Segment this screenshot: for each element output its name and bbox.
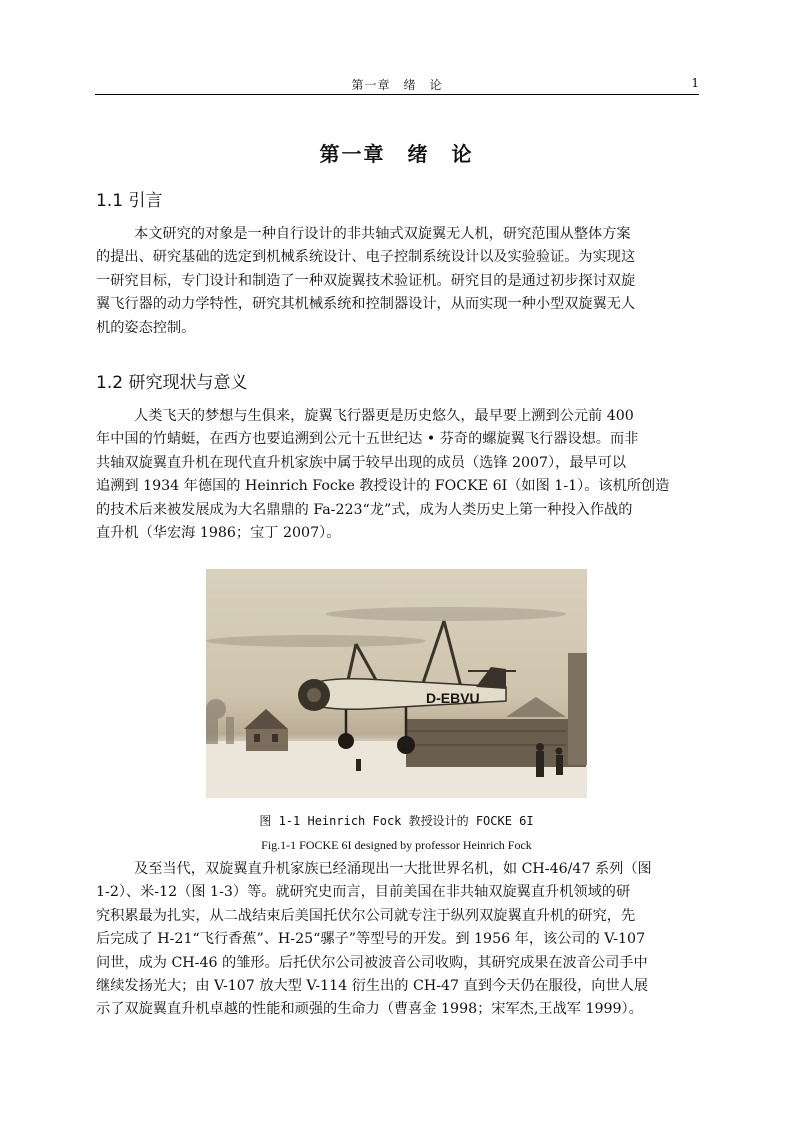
- text-line: 后完成了 H-21“飞行香蕉”、H-25“骡子”等型号的开发。到 1956 年，该公司的 V-107: [96, 931, 646, 948]
- text-line: 的提出、研究基础的选定到机械系统设计、电子控制系统设计以及实验验证。为实现这: [96, 249, 636, 266]
- text-line: 追溯到 1934 年德国的 Heinrich Focke 教授设计的 FOCKE 6I（如图 1-1）。该机所创造: [96, 478, 670, 495]
- modern-paragraph: [96, 858, 700, 1022]
- text-line: 共轴双旋翼直升机在现代直升机家族中属于较早出现的成员（选锋 2007），最早可以: [96, 454, 627, 471]
- text-line: 本文研究的对象是一种自行设计的非共轴式双旋翼无人机，研究范围从整体方案: [134, 226, 631, 242]
- figure-caption-chinese: 图 1-1 Heinrich Fock 教授设计的 FOCKE 6I: [259, 814, 534, 828]
- text-line: 问世，成为 CH-46 的雏形。后托伏尔公司被波音公司收购，其研究成果在波音公司手中: [96, 954, 648, 971]
- running-head: 第一章 绪 论: [351, 78, 443, 92]
- intro-paragraph: [96, 223, 700, 340]
- text-line: 人类飞天的梦想与生俱来，旋翼飞行器更是历史悠久，最早要上溯到公元前 400: [134, 408, 634, 424]
- section-heading-status: 1.2 研究现状与意义: [96, 373, 248, 393]
- text-line: 及至当代，双旋翼直升机家族已经涌现出一大批世界名机，如 CH-46/47 系列（图: [134, 861, 652, 877]
- focke-6i-photo: [206, 569, 587, 798]
- registration-mark: D-EBVU: [426, 690, 480, 706]
- chapter-title: 第一章 绪 论: [319, 142, 474, 166]
- section-heading-intro: 1.1 引言: [96, 191, 163, 211]
- text-line: 继续发扬光大；由 V-107 放大型 V-114 衍生出的 CH-47 直到今天仍在服役，向世人展: [96, 978, 649, 995]
- text-line: 究积累最为扎实，从二战结束后美国托伏尔公司就专注于纵列双旋翼直升机的研究，先: [96, 907, 636, 924]
- text-line: 示了双旋翼直升机卓越的性能和顽强的生命力（曹喜金 1998；宋军杰,王战军 1999）。: [96, 1001, 643, 1018]
- page-header: [95, 74, 699, 95]
- text-line: 的技术后来被发展成为大名鼎鼎的 Fa-223“龙”式，成为人类历史上第一种投入作战的: [96, 501, 633, 518]
- text-line: 直升机（华宏海 1986；宝丁 2007）。: [96, 525, 341, 542]
- figure-caption-english: Fig.1-1 FOCKE 6I designed by professor Heinrich Fock: [261, 838, 532, 852]
- text-line: 机的姿态控制。: [96, 319, 196, 336]
- page-number: 1: [691, 76, 699, 90]
- text-line: 年中国的竹蜻蜓，在西方也要追溯到公元十五世纪达 • 芬奇的螺旋翼飞行器设想。而非: [96, 431, 639, 448]
- text-line: 一研究目标，专门设计和制造了一种双旋翼技术验证机。研究目的是通过初步探讨双旋: [96, 272, 636, 289]
- text-line: 1-2）、米-12（图 1-3）等。就研究史而言，目前美国在非共轴双旋翼直升机领域的研: [96, 884, 631, 901]
- text-line: 翼飞行器的动力学特性，研究其机械系统和控制器设计，从而实现一种小型双旋翼无人: [96, 296, 636, 313]
- history-paragraph: [96, 405, 700, 545]
